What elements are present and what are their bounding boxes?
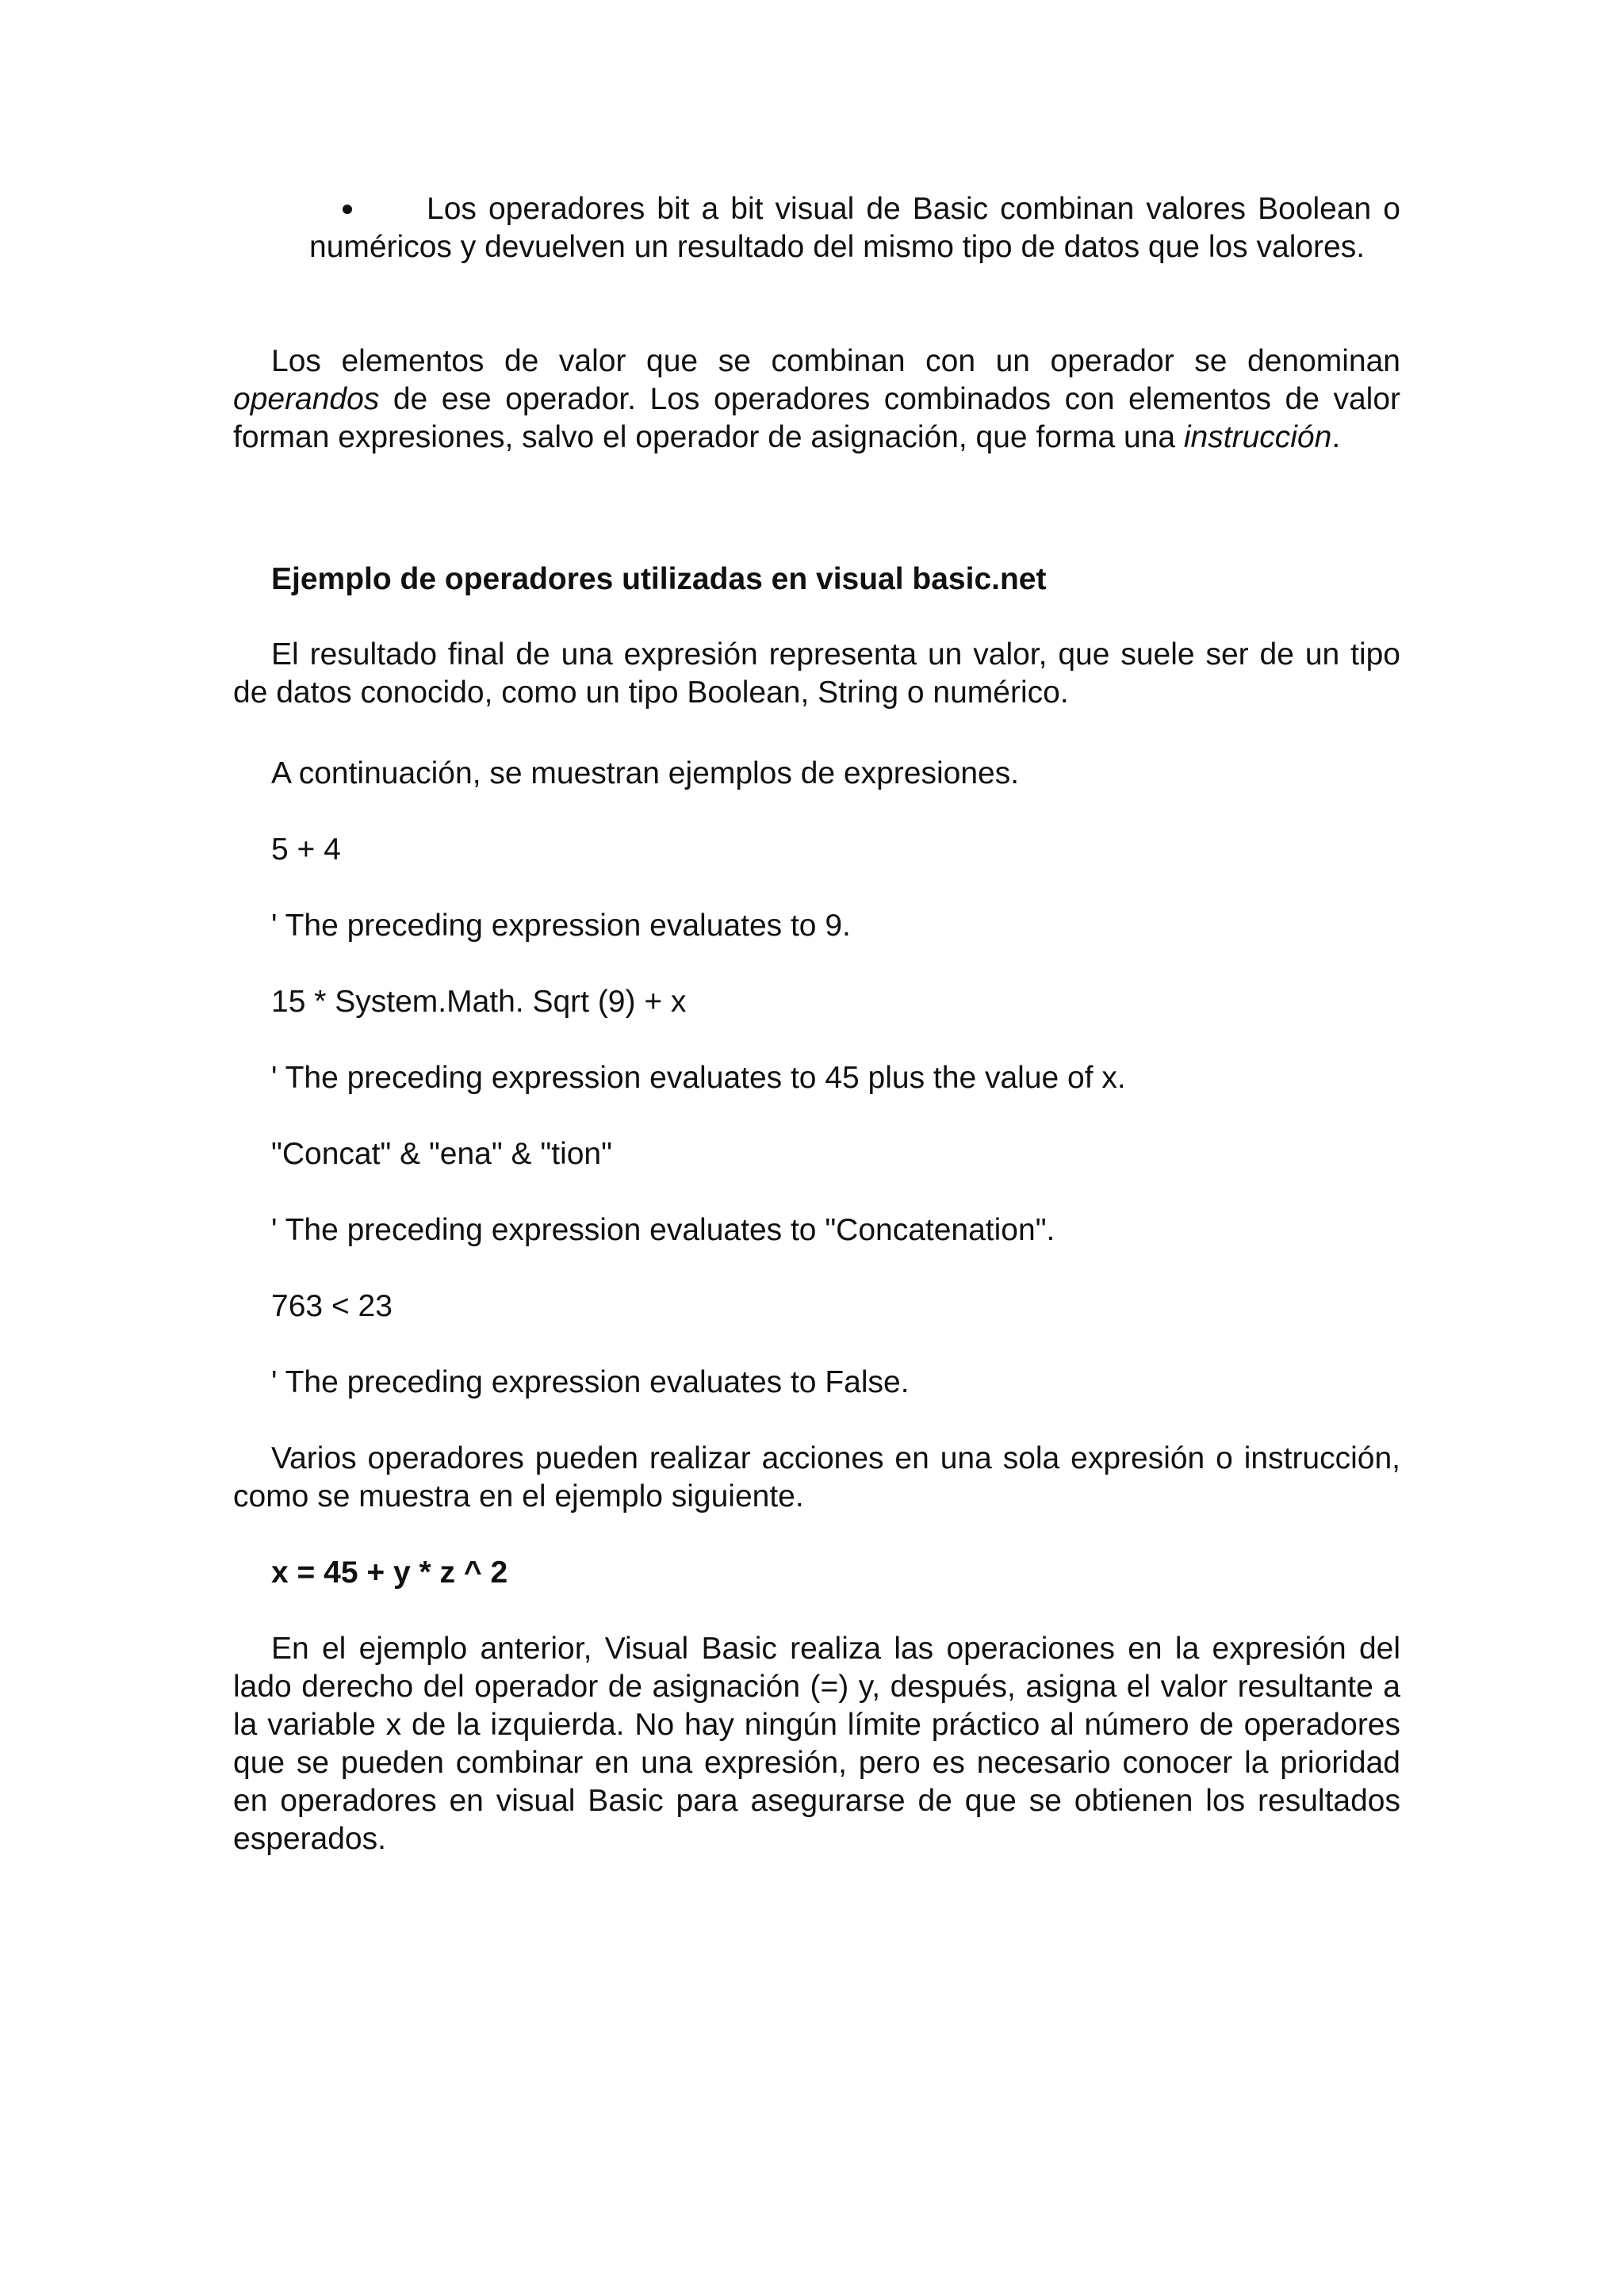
paragraph-operandos-part1: Los elementos de valor que se combinan con un operador se denominan (271, 344, 1400, 378)
example-line: "Concat" & "ena" & "tion" (271, 1137, 612, 1171)
example-line: 763 < 23 (271, 1289, 393, 1323)
example-line: 15 * System.Math. Sqrt (9) + x (271, 985, 687, 1019)
paragraph-operandos-part2: de ese operador. Los operadores combinados con elementos de valor forman expresiones, salvo el operador de asignación, que forma una (233, 382, 1400, 454)
term-instruccion: instrucción (1183, 420, 1332, 454)
paragraph-resultado: El resultado final de una expresión representa un valor, que suele ser de un tipo de datos conocido, como un tipo Boolean, String o numérico. (233, 637, 1400, 710)
paragraph-operandos (233, 342, 1400, 457)
paragraph-operandos-part3: . (1331, 420, 1341, 454)
code-example: x = 45 + y * z ^ 2 (271, 1556, 508, 1590)
bullet-item-text: Los operadores bit a bit visual de Basic combinan valores Boolean o numéricos y devuelven un resultado del mismo tipo de datos que los valores. (309, 192, 1400, 264)
paragraph-varios: Varios operadores pueden realizar acciones en una sola expresión o instrucción, como se muestra en el ejemplo siguiente. (233, 1441, 1400, 1513)
paragraph-continuacion: A continuación, se muestran ejemplos de expresiones. (271, 756, 1020, 790)
example-comment: ' The preceding expression evaluates to "Concatenation". (271, 1213, 1055, 1247)
example-comment: ' The preceding expression evaluates to 9. (271, 909, 851, 943)
example-line: 5 + 4 (271, 832, 341, 867)
paragraph-final: En el ejemplo anterior, Visual Basic realiza las operaciones en la expresión del lado derecho del operador de asignación (=) y, después, asigna el valor resultante a la variable x de la izquierda. No hay ningún límite práctico al número de operadores que se pueden combinar en una expresión, pero es necesario conocer la prioridad en operadores en visual Basic para asegurarse de que se obtienen los resultados esperados. (233, 1632, 1400, 1856)
term-operandos: operandos (233, 382, 380, 416)
example-comment: ' The preceding expression evaluates to 45 plus the value of x. (271, 1061, 1126, 1095)
example-comment: ' The preceding expression evaluates to False. (271, 1365, 910, 1399)
section-heading: Ejemplo de operadores utilizadas en visual basic.net (271, 562, 1047, 596)
